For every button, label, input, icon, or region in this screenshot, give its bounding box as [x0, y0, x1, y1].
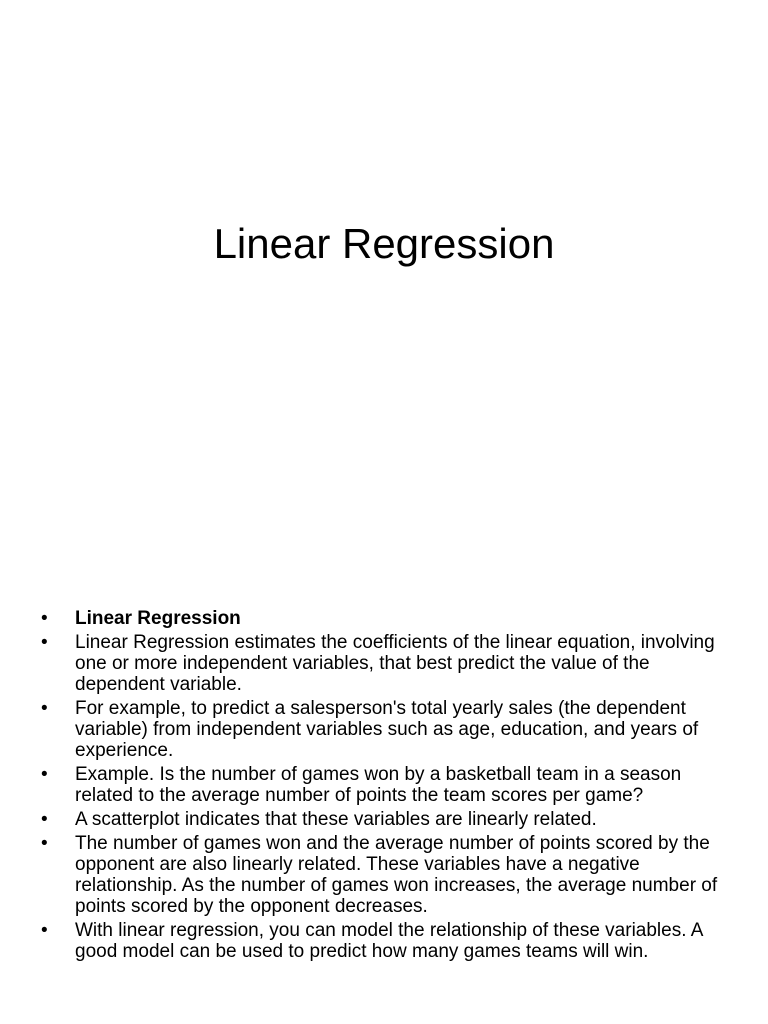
bullet-item-negative-relationship [41, 833, 741, 917]
bullet-text: The number of games won and the average number of points scored by the opponent are also linearly related. These variables have a negative relationship. As the number of games won increases, the average number of points scored by the opponent decreases. [75, 833, 718, 917]
bullet-text: Linear Regression estimates the coefficients of the linear equation, involving one or more independent variables, that best predict the value of the dependent variable. [75, 632, 715, 695]
bullet-text: With linear regression, you can model the relationship of these variables. A good model can be used to predict how many games teams will win. [75, 920, 703, 962]
bullet-marker: • [41, 920, 48, 941]
bullet-item-model [41, 920, 741, 962]
slide-title: Linear Regression [213, 220, 555, 267]
bullet-item-heading [41, 608, 741, 629]
bullet-marker: • [41, 608, 48, 629]
bullet-text: Example. Is the number of games won by a basketball team in a season related to the average number of points the team scores per game? [75, 764, 682, 806]
bullet-item-scatterplot [41, 809, 741, 830]
bullet-text: Linear Regression [75, 608, 241, 629]
bullet-marker: • [41, 698, 48, 719]
bullet-text: A scatterplot indicates that these variables are linearly related. [75, 809, 597, 830]
bullet-marker: • [41, 632, 48, 653]
bullet-list [41, 608, 741, 965]
bullet-item-sales-example [41, 698, 741, 761]
bullet-text: For example, to predict a salesperson's total yearly sales (the dependent variable) from independent variables such as age, education, and years of experience. [75, 698, 699, 761]
bullet-marker: • [41, 764, 48, 785]
bullet-item-basketball-example [41, 764, 741, 806]
bullet-marker: • [41, 833, 48, 854]
bullet-item-definition [41, 632, 741, 695]
bullet-marker: • [41, 809, 48, 830]
